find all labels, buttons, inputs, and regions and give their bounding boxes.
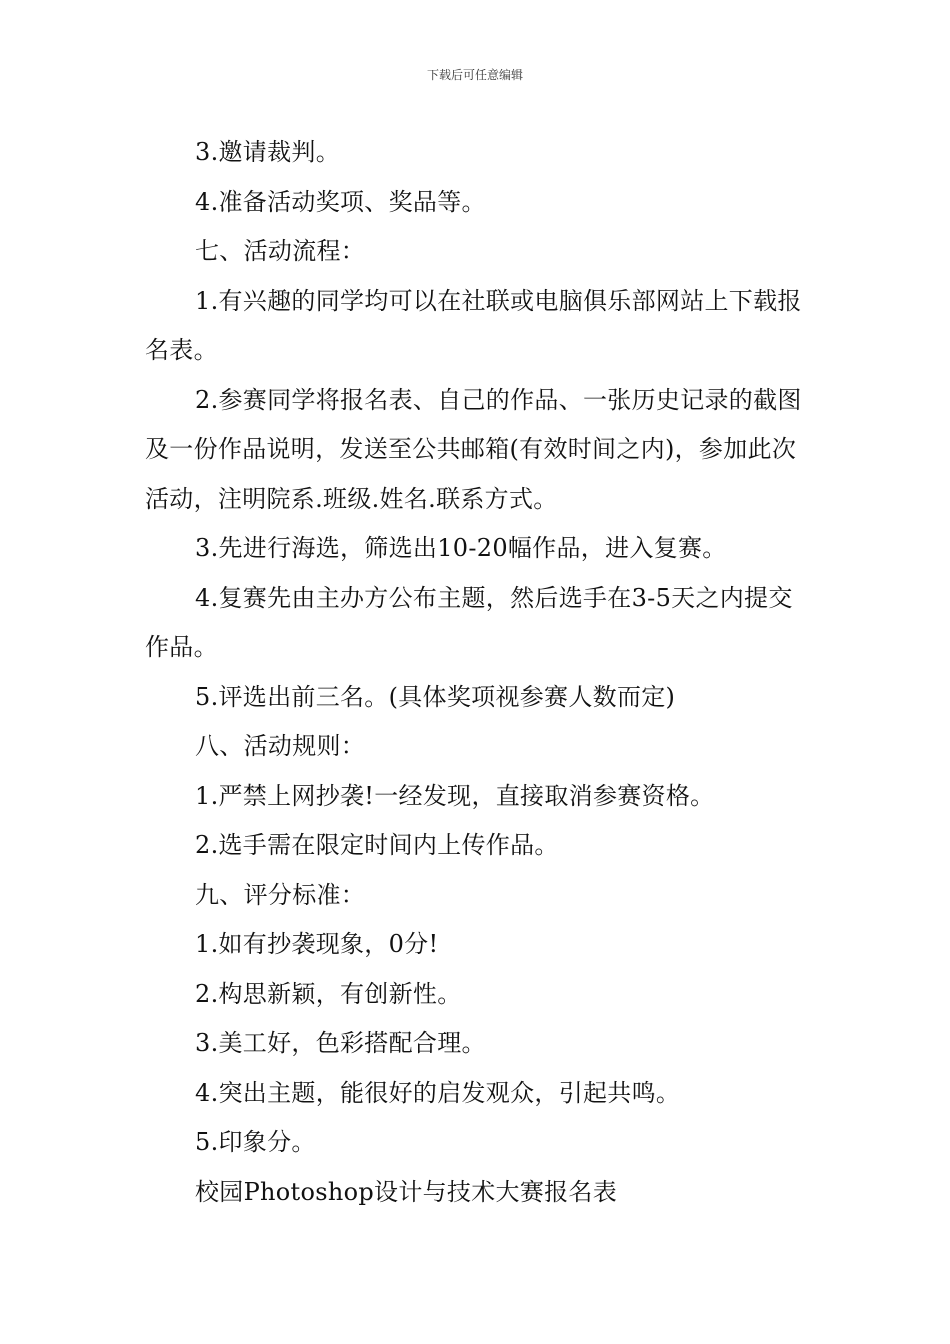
paragraph: 5.印象分。 xyxy=(195,1128,316,1156)
section-heading: 八、活动规则： xyxy=(195,732,366,760)
section-heading: 九、评分标准： xyxy=(195,880,366,909)
paragraph: 1.严禁上网抄袭!一经发现，直接取消参赛资格。 xyxy=(195,781,715,810)
paragraph: 3.邀请裁判。 xyxy=(195,138,340,166)
paragraph: 3.美工好，色彩搭配合理。 xyxy=(195,1029,486,1057)
paragraph: 1.如有抄袭现象，0分! xyxy=(195,930,439,958)
paragraph: 3.先进行海选，筛选出10-20幅作品，进入复赛。 xyxy=(195,534,727,562)
paragraph: 2.构思新颖，有创新性。 xyxy=(195,979,462,1008)
paragraph: 1.有兴趣的同学均可以在社联或电脑俱乐部网站上下载报名表。 xyxy=(145,286,802,364)
paragraph: 2.选手需在限定时间内上传作品。 xyxy=(195,831,559,859)
document-body xyxy=(145,128,810,1217)
paragraph: 4.复赛先由主办方公布主题，然后选手在3-5天之内提交作品。 xyxy=(145,583,793,661)
page-header: 下载后可任意编辑 xyxy=(426,68,523,82)
paragraph: 4.突出主题，能很好的启发观众，引起共鸣。 xyxy=(195,1078,681,1107)
paragraph: 5.评选出前三名。(具体奖项视参赛人数而定) xyxy=(195,682,676,711)
paragraph: 4.准备活动奖项、奖品等。 xyxy=(195,187,486,216)
section-heading: 七、活动流程： xyxy=(195,237,366,265)
form-title: 校园Photoshop设计与技术大赛报名表 xyxy=(195,1177,618,1206)
paragraph: 2.参赛同学将报名表、自己的作品、一张历史记录的截图及一份作品说明，发送至公共邮箱(有效时间之内)，参加此次活动，注明院系.班级.姓名.联系方式。 xyxy=(145,385,802,513)
